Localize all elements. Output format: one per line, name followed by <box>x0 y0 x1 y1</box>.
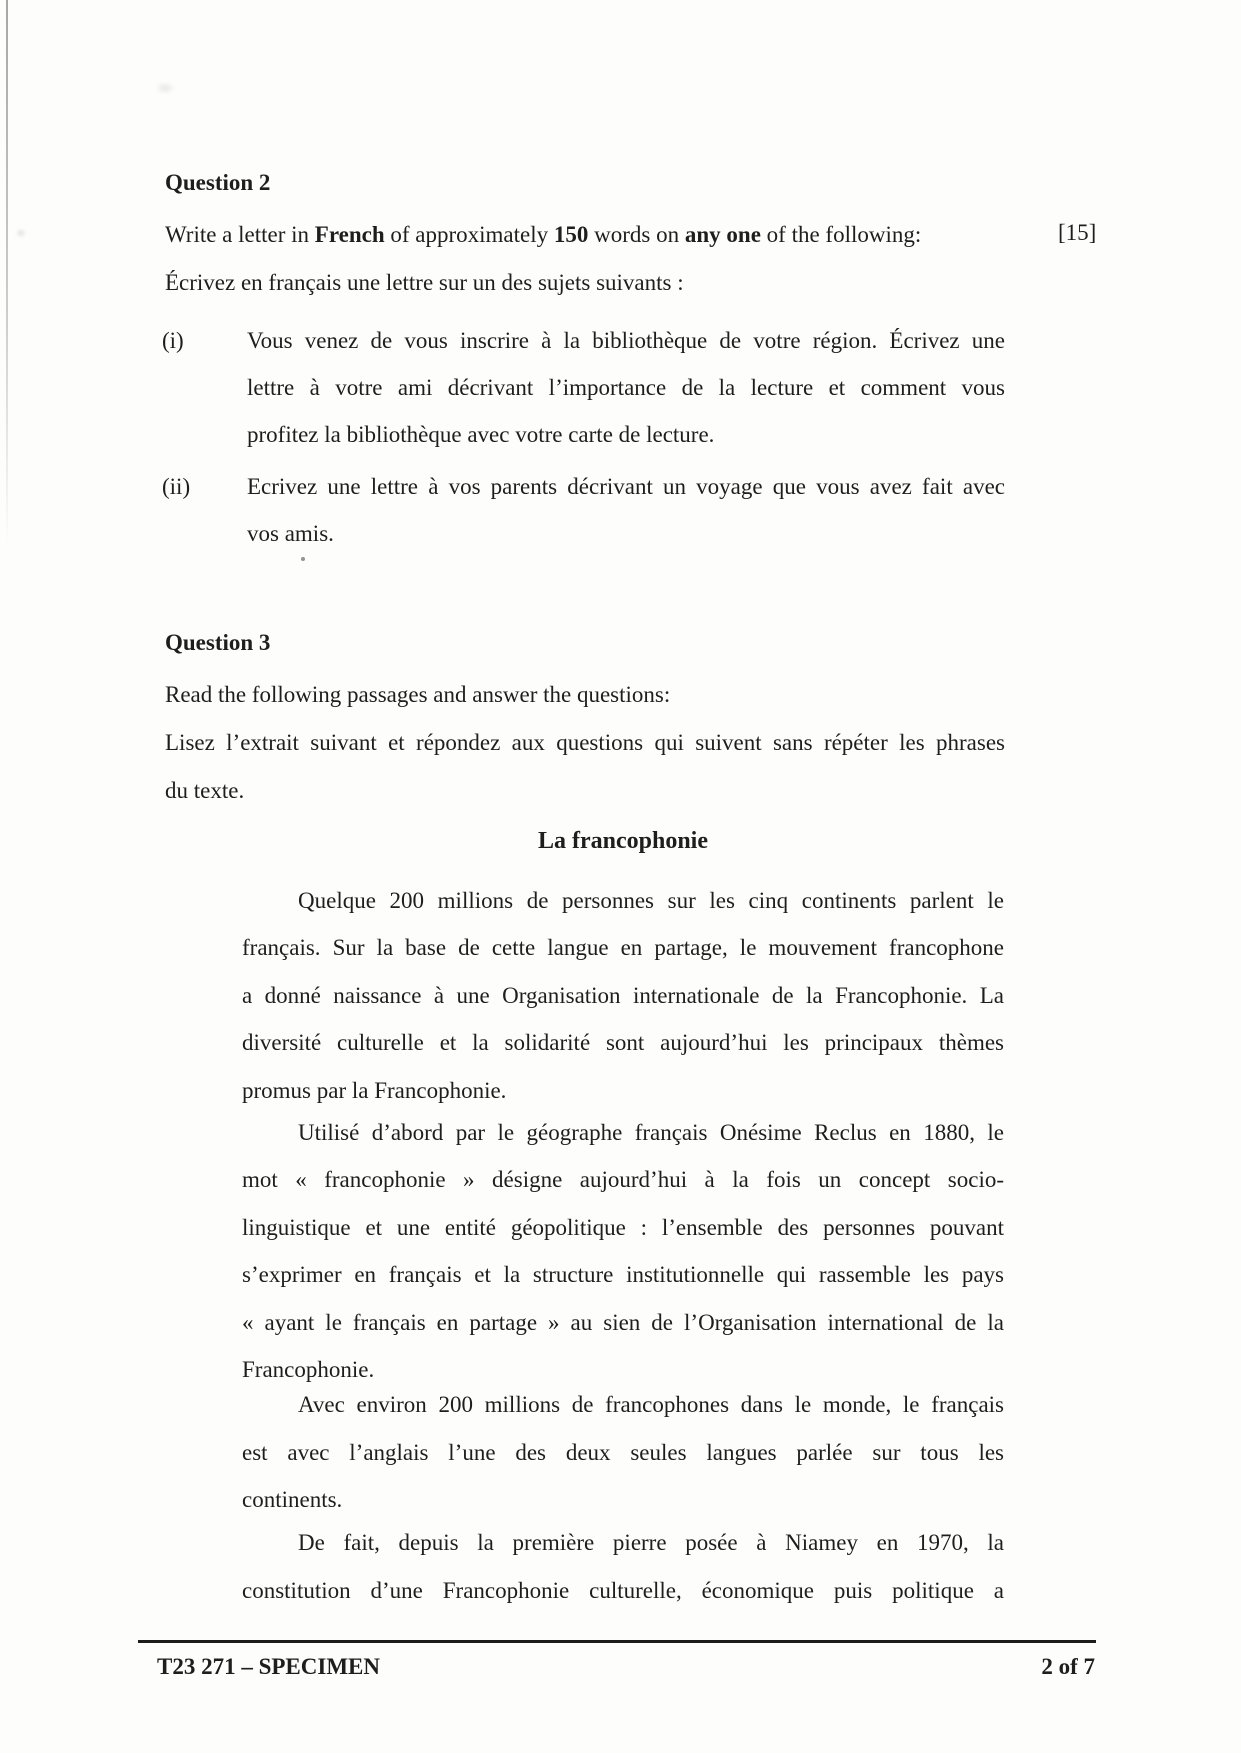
q2-item-i-line: lettre à votre ami décrivant l’importance de la lecture et comment vous <box>247 375 1005 400</box>
scan-edge-artifact <box>6 0 8 545</box>
passage-p2-line: linguistique et une entité géopolitique : l’ensemble des personnes pouvant <box>242 1215 1004 1240</box>
footer-divider <box>138 1640 1096 1643</box>
scan-smudge <box>17 230 25 236</box>
passage-p2-line: « ayant le français en partage » au sien de l’Organisation international de la <box>242 1310 1004 1335</box>
q2-prompt-en-seg-bold: any one <box>684 222 761 247</box>
scan-dot-artifact <box>301 557 305 561</box>
passage-p4-line: De fait, depuis la première pierre posée à Niamey en 1970, la <box>298 1530 1004 1555</box>
footer-page-indicator: 2 of 7 <box>1041 1654 1095 1679</box>
passage-p3-line: continents. <box>242 1487 343 1512</box>
passage-p4-line: constitution d’une Francophonie culturelle, économique puis politique a <box>242 1578 1004 1603</box>
q2-prompt-en-seg-bold: French <box>314 222 385 247</box>
passage-p3-line: Avec environ 200 millions de francophones dans le monde, le français <box>298 1392 1004 1417</box>
q2-prompt-en-seg: words on <box>588 222 685 247</box>
q2-marks-badge: [15] <box>1058 220 1097 245</box>
footer-doc-code: T23 271 – SPECIMEN <box>157 1654 380 1679</box>
passage-p1-line: promus par la Francophonie. <box>242 1078 507 1103</box>
scan-smudge <box>158 84 172 92</box>
q2-prompt-en-seg: of approximately <box>384 222 554 247</box>
q2-item-ii-line: vos amis. <box>247 521 334 546</box>
q2-prompt-en-seg: of the following: <box>760 222 922 247</box>
passage-p1-line: français. Sur la base de cette langue en partage, le mouvement francophone <box>242 935 1004 960</box>
passage-p2-line: Utilisé d’abord par le géographe français Onésime Reclus en 1880, le <box>298 1120 1004 1145</box>
q2-prompt-fr: Écrivez en français une lettre sur un des sujets suivants : <box>165 270 684 295</box>
q2-item-i-label: (i) <box>162 328 184 353</box>
q2-item-i-line: profitez la bibliothèque avec votre carte de lecture. <box>247 422 715 447</box>
passage-p1-line: diversité culturelle et la solidarité sont aujourd’hui les principaux thèmes <box>242 1030 1004 1055</box>
passage-p2-line: mot « francophonie » désigne aujourd’hui à la fois un concept socio- <box>242 1167 1004 1192</box>
q2-item-i-line: Vous venez de vous inscrire à la bibliothèque de votre région. Écrivez une <box>247 328 1005 353</box>
passage-p2-line: Francophonie. <box>242 1357 375 1382</box>
passage-p2-line: s’exprimer en français et la structure institutionnelle qui rassemble les pays <box>242 1262 1004 1287</box>
q2-item-ii-line: Ecrivez une lettre à vos parents décrivant un voyage que vous avez fait avec <box>247 474 1005 499</box>
passage-p1-line: Quelque 200 millions de personnes sur les cinq continents parlent le <box>298 888 1004 913</box>
q2-prompt-en-seg-bold: 150 <box>553 222 589 247</box>
question-3-heading: Question 3 <box>165 630 271 655</box>
passage-title: La francophonie <box>537 828 708 854</box>
q2-prompt-en-seg: Write a letter in <box>165 222 315 247</box>
page-footer <box>157 1652 1095 1682</box>
passage-p3-line: est avec l’anglais l’une des deux seules langues parlée sur tous les <box>242 1440 1004 1465</box>
question-2-heading: Question 2 <box>165 170 271 195</box>
passage-p1-line: a donné naissance à une Organisation internationale de la Francophonie. La <box>242 983 1004 1008</box>
q3-instruction-fr-line: du texte. <box>165 778 245 803</box>
q3-instruction-en: Read the following passages and answer the questions: <box>165 682 671 707</box>
q3-instruction-fr-line: Lisez l’extrait suivant et répondez aux questions qui suivent sans répéter les phrases <box>165 730 1005 755</box>
q2-item-ii-label: (ii) <box>162 474 191 499</box>
q2-prompt-en <box>165 220 921 250</box>
